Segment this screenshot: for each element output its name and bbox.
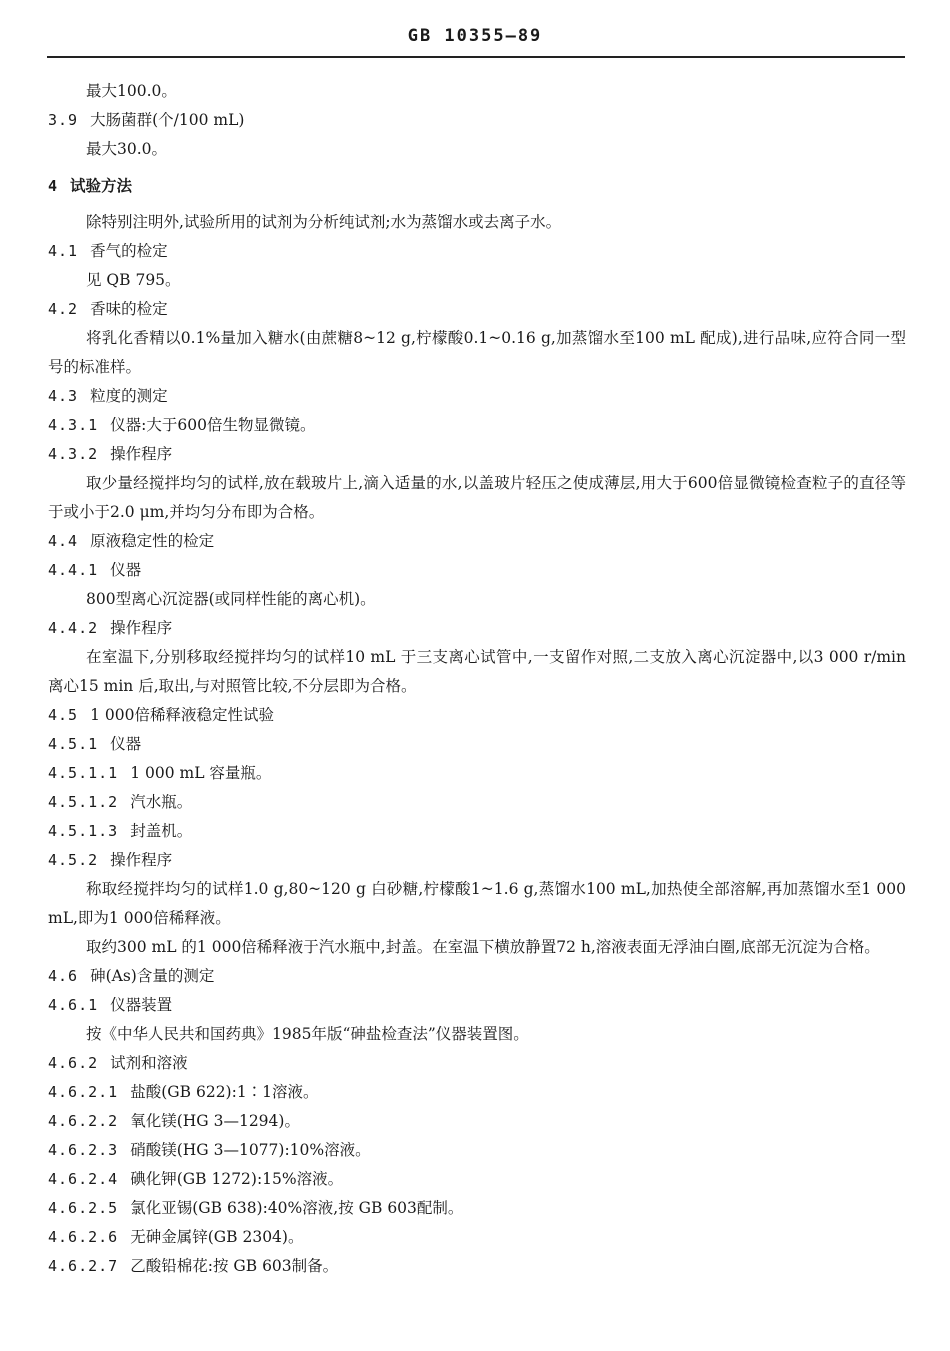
clause-number: 4.6.2.1 [48,1083,119,1101]
body-paragraph: 取约300 mL 的1 000倍稀释液于汽水瓶中,封盖。在室温下横放静置72 h,溶液表面无浮油白圈,底部无沉淀为合格。 [86,938,880,956]
clause-number: 4.4.2 [48,619,99,637]
clause-title: 1 000倍稀释液稳定性试验 [90,706,274,724]
body-text: 见 QB 795。 [86,271,181,289]
clause-title: 试剂和溶液 [110,1054,188,1072]
clause-heading [48,614,906,643]
clause-title: 仪器 [110,561,142,579]
clause-title: 仪器:大于600倍生物显微镜。 [110,416,316,434]
clause-heading [48,1223,906,1252]
section-number: 4 [48,177,59,195]
clause-number: 4.1 [48,242,79,260]
clause-heading [48,817,906,846]
clause-heading [48,701,906,730]
clause-title: 氯化亚锡(GB 638):40%溶液,按 GB 603配制。 [130,1199,464,1217]
body-text: 800型离心沉淀器(或同样性能的离心机)。 [86,590,376,608]
clause-number: 4.6.1 [48,996,99,1014]
clause-title: 仪器 [110,735,142,753]
clause-number: 4.4.1 [48,561,99,579]
clause-title: 操作程序 [110,851,173,869]
section-title: 试验方法 [70,176,133,195]
clause-number: 4.6.2.5 [48,1199,119,1217]
clause-number: 4.4 [48,532,79,550]
clause-title: 香味的检定 [90,300,168,318]
clause-number: 3.9 [48,111,79,129]
clause-number: 4.3.2 [48,445,99,463]
clause-heading [48,1252,906,1281]
clause-title: 1 000 mL 容量瓶。 [130,764,272,782]
body-text: 除特别注明外,试验所用的试剂为分析纯试剂;水为蒸馏水或去离子水。 [86,213,562,231]
body-text: 按《中华人民共和国药典》1985年版“砷盐检查法”仪器装置图。 [86,1025,529,1043]
clause-title: 无砷金属锌(GB 2304)。 [130,1228,304,1246]
clause-heading [48,1165,906,1194]
clause-title: 原液稳定性的检定 [90,532,215,550]
clause-title: 大肠菌群(个/100 mL) [90,111,245,129]
clause-number: 4.5.2 [48,851,99,869]
clause-number: 4.3.1 [48,416,99,434]
body-text: 最大30.0。 [86,140,168,158]
clause-title: 操作程序 [110,619,173,637]
clause-heading [48,106,906,135]
clause-number: 4.6.2.4 [48,1170,119,1188]
section-heading [48,164,906,208]
clause-heading [48,1194,906,1223]
clause-heading [48,295,906,324]
header-rule [47,56,905,58]
clause-heading [48,1078,906,1107]
clause-title: 氧化镁(HG 3—1294)。 [130,1112,300,1130]
clause-title: 硝酸镁(HG 3—1077):10%溶液。 [130,1141,371,1159]
clause-heading [48,382,906,411]
clause-heading [48,788,906,817]
clause-title: 盐酸(GB 622):1∶1溶液。 [130,1083,319,1101]
clause-number: 4.6.2.2 [48,1112,119,1130]
document-body [48,77,906,1281]
clause-title: 乙酸铅棉花:按 GB 603制备。 [130,1257,339,1275]
clause-title: 粒度的测定 [90,387,168,405]
clause-number: 4.6 [48,967,79,985]
clause-heading [48,991,906,1020]
clause-heading [48,411,906,440]
clause-title: 仪器装置 [110,996,173,1014]
clause-number: 4.3 [48,387,79,405]
clause-title: 香气的检定 [90,242,168,260]
clause-number: 4.2 [48,300,79,318]
clause-number: 4.6.2.3 [48,1141,119,1159]
clause-heading [48,1049,906,1078]
clause-heading [48,527,906,556]
clause-heading [48,556,906,585]
clause-title: 汽水瓶。 [130,793,193,811]
clause-number: 4.5.1.3 [48,822,119,840]
clause-heading [48,237,906,266]
body-paragraph: 将乳化香精以0.1%量加入糖水(由蔗糖8~12 g,柠檬酸0.1~0.16 g,加蒸馏水至100 mL 配成),进行品味,应符合同一型号的标准样。 [48,329,906,376]
clause-title: 碘化钾(GB 1272):15%溶液。 [130,1170,344,1188]
clause-heading [48,846,906,875]
page-header-standard-number: GB 10355—89 [407,26,543,46]
body-paragraph: 在室温下,分别移取经搅拌均匀的试样10 mL 于三支离心试管中,一支留作对照,二支放入离心沉淀器中,以3 000 r/min 离心15 min 后,取出,与对照管比较,不分层即为合格。 [48,648,906,695]
clause-heading [48,440,906,469]
clause-number: 4.5.1.1 [48,764,119,782]
clause-heading [48,962,906,991]
clause-number: 4.5 [48,706,79,724]
clause-number: 4.5.1 [48,735,99,753]
body-paragraph: 称取经搅拌均匀的试样1.0 g,80~120 g 白砂糖,柠檬酸1~1.6 g,蒸馏水100 mL,加热使全部溶解,再加蒸馏水至1 000 mL,即为1 000倍稀释液。 [48,880,906,927]
clause-number: 4.6.2.7 [48,1257,119,1275]
clause-heading [48,1107,906,1136]
body-text: 最大100.0。 [86,82,177,100]
clause-heading [48,1136,906,1165]
body-paragraph: 取少量经搅拌均匀的试样,放在载玻片上,滴入适量的水,以盖玻片轻压之使成薄层,用大于600倍显微镜检查粒子的直径等于或小于2.0 μm,并均匀分布即为合格。 [48,474,906,521]
clause-heading [48,730,906,759]
clause-title: 操作程序 [110,445,173,463]
clause-number: 4.5.1.2 [48,793,119,811]
clause-number: 4.6.2.6 [48,1228,119,1246]
clause-heading [48,759,906,788]
clause-title: 封盖机。 [130,822,193,840]
clause-title: 砷(As)含量的测定 [90,967,215,985]
clause-number: 4.6.2 [48,1054,99,1072]
